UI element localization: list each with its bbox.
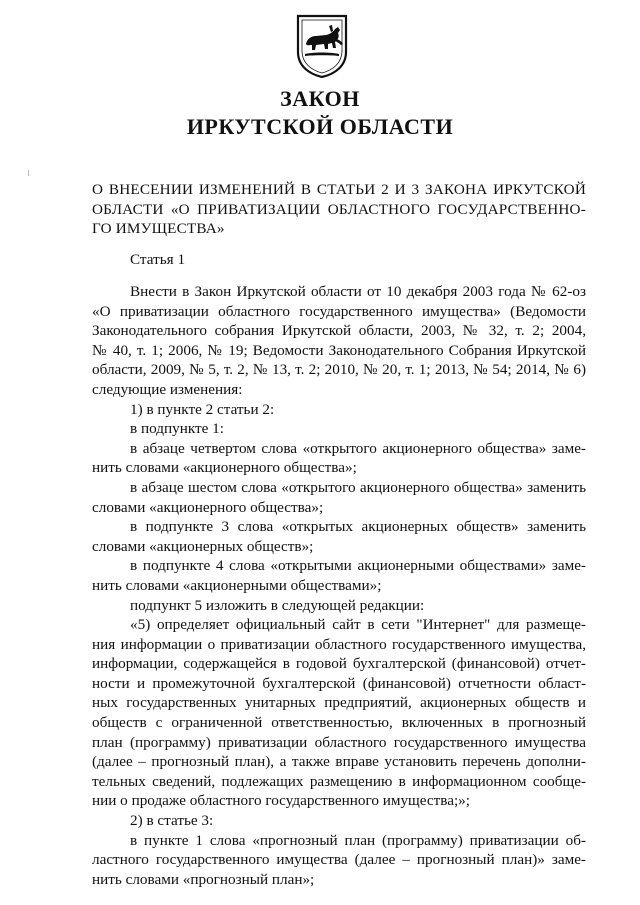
paragraph-line: «О приватизации областного государственного имущества» (Ведомости: [92, 302, 586, 320]
irkutsk-coat-of-arms-icon: [295, 14, 349, 78]
law-title: ЗАКОН: [280, 86, 360, 111]
paragraph-line: нить словами «акционерного общества»;: [92, 459, 357, 477]
paragraph-line: словами «акционерных обществ»;: [92, 537, 314, 555]
paragraph-line: следующие изменения:: [92, 380, 243, 398]
paragraph-line: нить словами «акционерными обществами»;: [92, 576, 382, 594]
paragraph-line: в подпункте 4 слова «открытыми акционерными обществами» заме-: [130, 557, 586, 575]
article-heading: Статья 1: [130, 251, 186, 268]
paragraph-line: информации, содержащейся в годовой бухгалтерской (финансовой) отчет-: [92, 655, 586, 673]
paragraph-line: ности и промежуточной бухгалтерской (финансовой) отчетности област-: [92, 674, 586, 692]
paragraph-line: нии о продаже областного государственного имущества;»;: [92, 792, 470, 810]
paragraph-line: обществ с ограниченной ответственностью, включенных в прогнозный: [92, 714, 586, 732]
article-body: [92, 250, 586, 889]
paragraph-line: «5) определяет официальный сайт в сети "Интернет" для размеще-: [130, 616, 586, 634]
paragraph-line: Законодательного собрания Иркутской области, 2003, № 32, т. 2; 2004,: [92, 322, 586, 340]
paragraph-line: подпункт 5 изложить в следующей редакции:: [130, 596, 425, 614]
paragraph-line: в пункте 1 слова «прогнозный план (программу) приватизации об-: [130, 831, 586, 849]
paragraph-line: в абзаце четвертом слова «открытого акционерного общества» заме-: [130, 439, 586, 457]
paragraph-line: в абзаце шестом слова «открытого акционерного общества» заменить: [130, 478, 586, 496]
paragraph-line: № 40, т. 1; 2006, № 19; Ведомости Законодательного Собрания Иркутской: [92, 341, 586, 359]
paragraph-line: 2) в статье 3:: [130, 812, 214, 830]
subject-line: О ВНЕСЕНИИ ИЗМЕНЕНИЙ В СТАТЬИ 2 И 3 ЗАКОНА ИРКУТСКОЙ: [92, 181, 586, 198]
paragraph-line: в подпункте 1:: [130, 420, 224, 438]
paragraph-line: 1) в пункте 2 статьи 2:: [130, 400, 275, 418]
law-subject: [92, 180, 586, 239]
paragraph-line: тельных сведений, подлежащих размещению в информационном сообще-: [92, 772, 586, 790]
paragraph-line: ния информации о приватизации областного государственного имущества,: [92, 635, 586, 653]
paragraph-line: области, 2009, № 5, т. 2, № 13, т. 2; 2010, № 20, т. 1; 2013, № 54; 2014, № 6): [92, 361, 586, 379]
subject-line: ГО ИМУЩЕСТВА»: [92, 220, 225, 238]
paragraph-line: нить словами «прогнозный план»;: [92, 870, 315, 888]
paragraph-line: Внести в Закон Иркутской области от 10 декабря 2003 года № 62-оз: [130, 283, 586, 300]
paragraph-line: в подпункте 3 слова «открытых акционерных обществ» заменить: [130, 518, 586, 536]
region-title: ИРКУТСКОЙ ОБЛАСТИ: [186, 114, 454, 139]
paragraph-line: (далее – прогнозный план), а также вправе установить перечень дополни-: [92, 753, 586, 771]
paragraph-line: ных государственных унитарных предприятий, акционерных обществ и: [92, 694, 586, 712]
paragraph-line: план (программу) приватизации областного государственного имущества: [92, 733, 586, 751]
margin-mark: [28, 170, 29, 176]
paragraph-line: ластного государственного имущества (далее – прогнозный план)» заме-: [92, 851, 586, 869]
paragraph-line: словами «акционерного общества»;: [92, 498, 324, 516]
subject-line: ОБЛАСТИ «О ПРИВАТИЗАЦИИ ОБЛАСТНОГО ГОСУДАРСТВЕННО-: [92, 200, 586, 218]
